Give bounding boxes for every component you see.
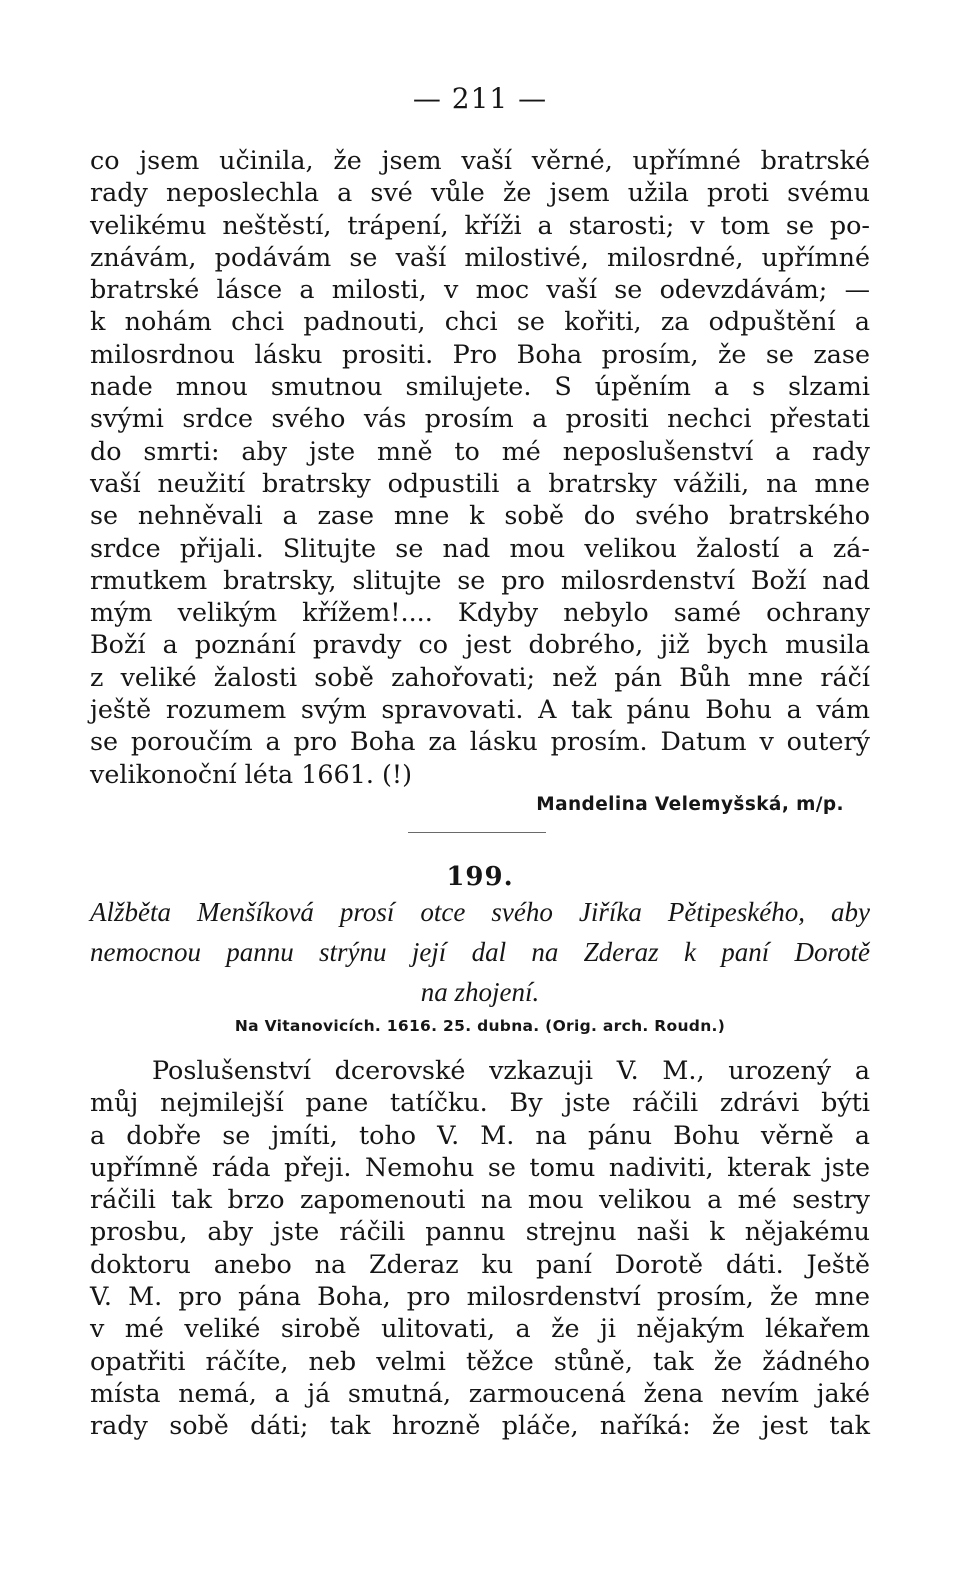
text-line: do smrti: aby jste mně to mé neposlušenství a rady [90,435,870,466]
text-line: velikonoční léta 1661. (!) [90,758,413,789]
text-line: vaší neužití bratrsky odpustili a bratrsky vážili, na mne [90,467,870,498]
text-line: rady neposlechla a své vůle že jsem užila proti svému [90,177,870,208]
text-line: velikému neštěstí, trápení, kříži a starosti; v tom se po- [90,209,870,240]
text-line: v mé veliké sirobě ulitovati, a že ji nějakým lékařem [90,1313,870,1344]
text-line: rady sobě dáti; tak hrozně pláče, naříká: že jest tak [90,1410,870,1441]
document-heading [90,892,870,1012]
text-line: Poslušenství dcerovské vzkazuji V. M., urozený a [152,1055,870,1085]
text-line: bratrské lásce a milosti, v moc vaší se odevzdávám; — [90,274,870,305]
text-line: z veliké žalosti sobě zahořovati; než pán Bůh mne ráčí [90,661,870,692]
text-line: ráčili tak brzo zapomenouti na mou velikou a mé sestry [90,1184,870,1215]
book-page [90,0,870,1584]
page-number: — 211 — [412,82,548,115]
text-line: se poroučím a pro Boha za lásku prosím. Datum v outerý [90,726,870,757]
text-line: se nehněvali a zase mne k sobě do svého bratrského [90,500,870,531]
text-line: Boží a poznání pravdy co jest dobrého, již bych musila [90,629,870,660]
text-line: znávám, podávám se vaší milostivé, milosrdné, upřímné [90,241,870,272]
text-line: srdce přijali. Slitujte se nad mou velikou žalostí a zá- [90,532,870,563]
text-line: opatřiti ráčíte, neb velmi těžce stůně, tak že žádného [90,1345,870,1376]
text-line: můj nejmilejší pane tatíčku. By jste ráčili zdrávi býti [90,1087,870,1118]
text-line: doktoru anebo na Zderaz ku paní Dorotě dáti. Ještě [90,1248,870,1279]
heading-line: nemocnou pannu strýnu její dal na Zderaz k paní Dorotě [90,937,870,967]
text-line: rmutkem bratrsky, slitujte se pro milosrdenství Boží nad [90,564,870,595]
document-number: 199. [446,862,514,892]
heading-line: Alžběta Menšíková prosí otce svého Jiříka Pětipeského, aby [90,897,870,927]
text-line: k nohám chci padnouti, chci se kořiti, za odpuštění a [90,306,870,337]
text-line: co jsem učinila, že jsem vaší věrné, upřímné bratrské [90,145,870,175]
text-line: místa nemá, a já smutná, zarmoucená žena nevím jaké [90,1377,870,1408]
signature: Mandelina Velemyšská, m/p. [536,794,844,815]
letter-text-continued [90,144,870,790]
text-line: V. M. pro pána Boha, pro milosrdenství prosím, že mne [90,1281,870,1312]
text-line: ještě rozumem svým spravovati. A tak pánu Bohu a vám [90,694,870,725]
section-divider [408,832,546,833]
heading-line: na zhojení. [420,977,540,1007]
text-line: nade mnou smutnou smilujete. S úpěním a s slzami [90,371,870,402]
text-line: upřímně ráda přeji. Nemohu se tomu nadiviti, kterak jste [90,1151,870,1182]
text-line: milosrdnou lásku prositi. Pro Boha prosím, že se zase [90,338,870,369]
source-note: Na Vitanovicích. 1616. 25. dubna. (Orig. arch. Roudn.) [234,1017,726,1035]
text-line: prosbu, aby jste ráčili pannu strejnu naši k nějakému [90,1216,870,1247]
letter-text [90,1054,870,1442]
text-line: mým velikým křížem!.... Kdyby nebylo samé ochrany [90,597,870,628]
text-line: a dobře se jmíti, toho V. M. na pánu Bohu věrně a [90,1119,870,1150]
text-line: svými srdce svého vás prosím a prositi nechci přestati [90,403,870,434]
